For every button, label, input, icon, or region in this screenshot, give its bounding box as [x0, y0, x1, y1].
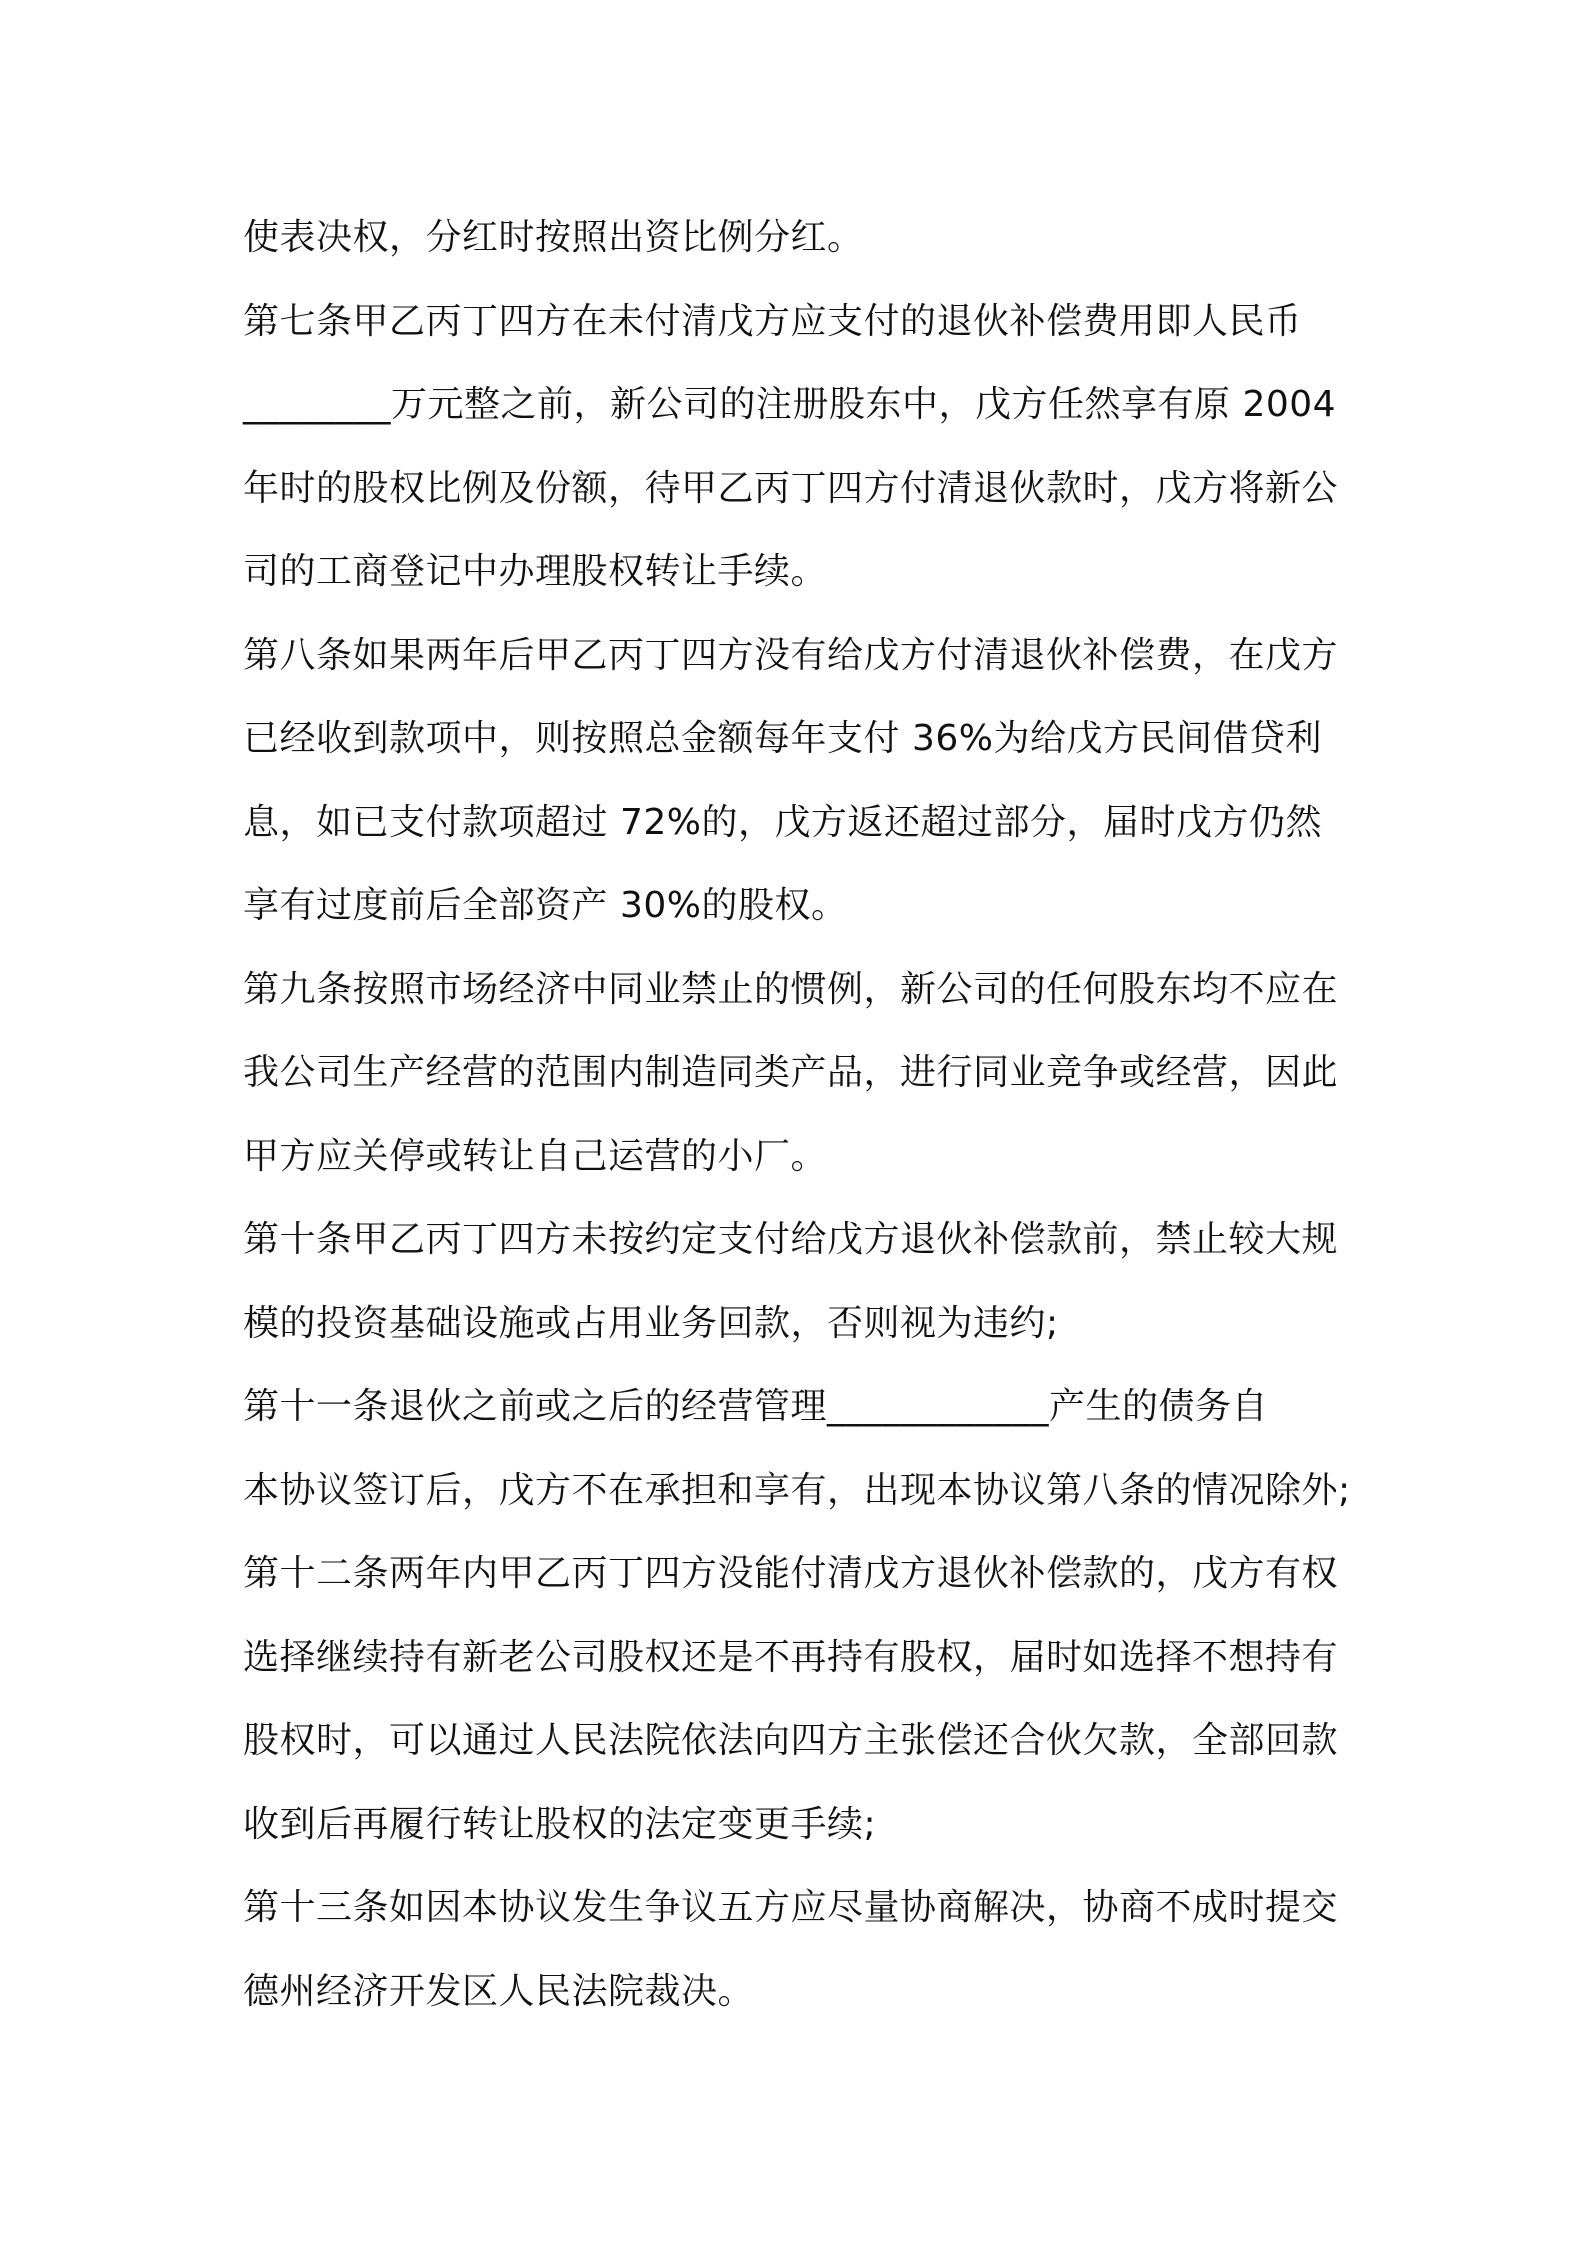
text-line: 模的投资基础设施或占用业务回款，否则视为违约; — [243, 1302, 1059, 1344]
text-line: 第十三条如因本协议发生争议五方应尽量协商解决，协商不成时提交 — [243, 1887, 1339, 1928]
text-line: 年时的股权比例及份额，待甲乙丙丁四方付清退伙款时，戊方将新公 — [243, 467, 1339, 509]
text-line: 选择继续持有新老公司股权还是不再持有股权，届时如选择不想持有 — [243, 1636, 1339, 1678]
text-line: 第八条如果两年后甲乙丙丁四方没有给戊方付清退伙补偿费，在戊方 — [243, 634, 1339, 676]
text-line: 司的工商登记中办理股权转让手续。 — [243, 551, 828, 592]
text-line: 德州经济开发区人民法院裁决。 — [243, 1970, 755, 2012]
text-line: 甲方应关停或转让自己运营的小厂。 — [243, 1135, 828, 1177]
text-line: ________万元整之前，新公司的注册股东中，戊方任然享有原 2004 — [243, 384, 1337, 425]
text-line: 第十一条退伙之前或之后的经营管理____________产生的债务自 — [243, 1386, 1269, 1427]
text-line: 收到后再履行转让股权的法定变更手续; — [243, 1803, 877, 1845]
text-line: 第十条甲乙丙丁四方未按约定支付给戊方退伙补偿款前，禁止较大规 — [243, 1219, 1339, 1260]
text-line: 本协议签订后，戊方不在承担和享有，出现本协议第八条的情况除外; — [243, 1469, 1351, 1511]
document-body — [243, 196, 1363, 2033]
text-line: 第七条甲乙丙丁四方在未付清戊方应支付的退伙补偿费用即人民币 — [243, 300, 1302, 342]
text-line: 我公司生产经营的范围内制造同类产品，进行同业竞争或经营，因此 — [243, 1052, 1339, 1093]
text-line: 已经收到款项中，则按照总金额每年支付 36%为给戊方民间借贷利 — [243, 718, 1322, 759]
text-line: 第九条按照市场经济中同业禁止的惯例，新公司的任何股东均不应在 — [243, 968, 1339, 1010]
text-line: 享有过度前后全部资产 30%的股权。 — [243, 885, 848, 926]
text-line: 使表决权，分红时按照出资比例分红。 — [243, 217, 864, 258]
text-line: 息，如已支付款项超过 72%的，戊方返还超过部分，届时戊方仍然 — [243, 801, 1322, 843]
text-line: 股权时，可以通过人民法院依法向四方主张偿还合伙欠款，全部回款 — [243, 1720, 1339, 1761]
text-line: 第十二条两年内甲乙丙丁四方没能付清戊方退伙补偿款的，戊方有权 — [243, 1553, 1339, 1594]
